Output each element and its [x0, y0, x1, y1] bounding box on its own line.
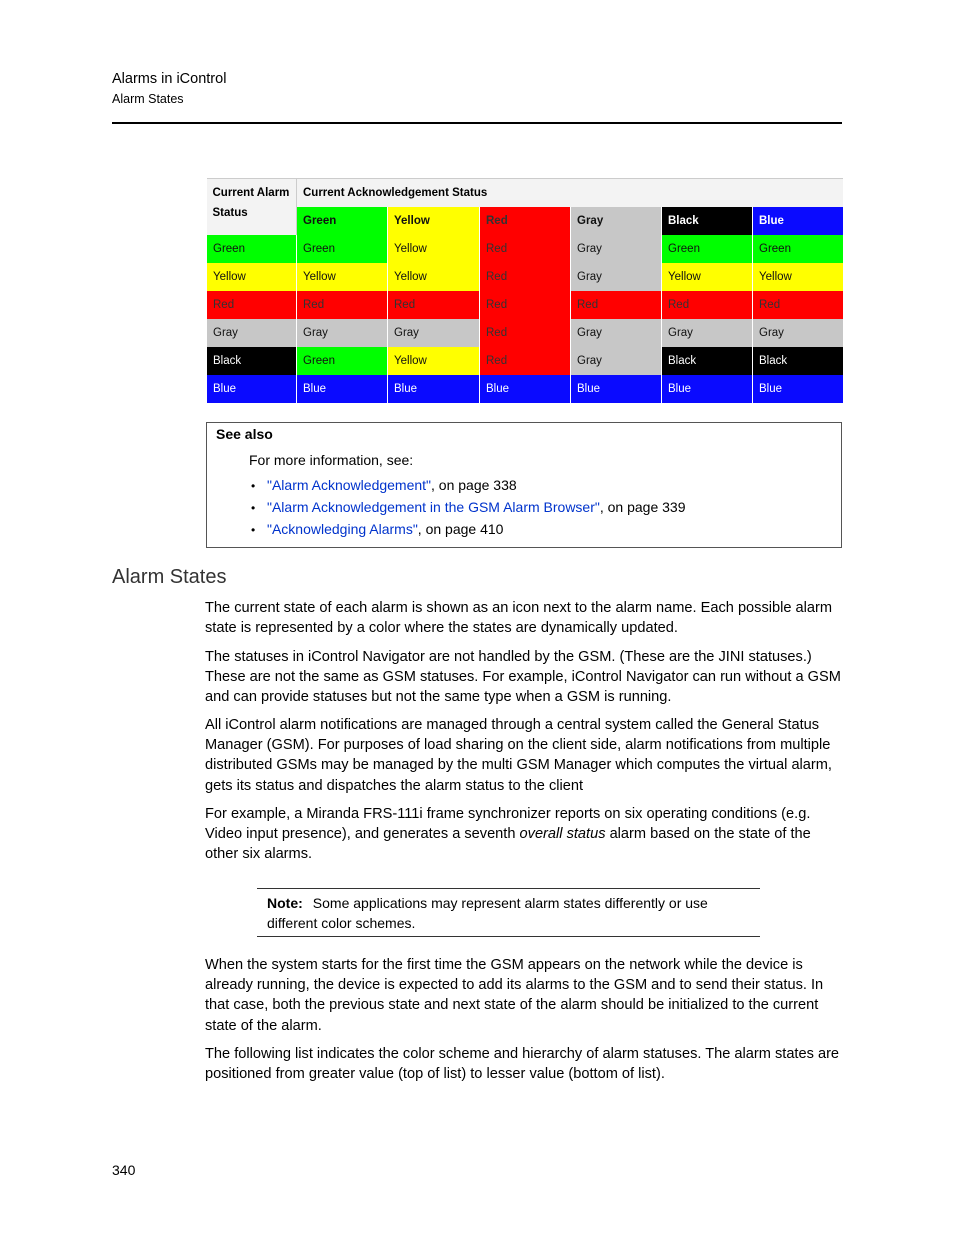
header-rule: [112, 122, 842, 124]
ack-status-header: Current Acknowledgement Status: [297, 179, 843, 208]
row-header-cell: [207, 179, 297, 236]
table-cell: Yellow: [297, 263, 388, 291]
note-text: Some applications may represent alarm states differently or use different color schemes.: [267, 895, 708, 931]
column-header-gray: Gray: [571, 207, 662, 235]
table-cell: Black: [662, 347, 753, 375]
paragraph-1: The current state of each alarm is shown as an icon next to the alarm name. Each possible alarm state is represented by a color where the states are dynamically updated.: [205, 600, 833, 637]
table-cell: Gray: [207, 319, 297, 347]
table-cell: Blue: [571, 375, 662, 403]
table-cell: Green: [662, 235, 753, 263]
table-cell: Blue: [662, 375, 753, 403]
paragraph-4: [205, 804, 845, 865]
running-header-chapter: Alarms in iControl: [112, 71, 227, 87]
xref-acknowledging-alarms-link[interactable]: "Acknowledging Alarms": [267, 521, 418, 537]
table-cell: Yellow: [388, 347, 480, 375]
note-box: [257, 888, 760, 937]
paragraph-4-text: For example, a Miranda FRS-111i frame synchronizer reports on six operating conditions (e.g. Video input presence), and generates a seventh: [205, 806, 811, 843]
page-number: 340: [112, 1162, 136, 1178]
list-item: [251, 497, 685, 519]
table-cell: Red: [297, 291, 388, 319]
paragraph-4-text-end: alarm based on the state of the other six alarms.: [205, 826, 811, 863]
table-cell: Red: [480, 291, 571, 319]
paragraph-6: The following list indicates the color scheme and hierarchy of alarm statuses. The alarm states are positioned from greater value (top of list) to lesser value (bottom of list).: [205, 1046, 840, 1083]
note-label: Note:: [267, 895, 303, 911]
table-row: [207, 291, 843, 319]
table-cell: Black: [753, 347, 843, 375]
table-cell: Gray: [753, 319, 843, 347]
table-cell: Blue: [753, 375, 843, 403]
table-cell: Black: [207, 347, 297, 375]
table-cell: Green: [753, 235, 843, 263]
alarm-state-table: [206, 178, 843, 403]
xref-page-ref: , on page 339: [599, 499, 686, 515]
row-header-line-1: Current Alarm: [212, 187, 290, 199]
table-cell: Yellow: [388, 235, 480, 263]
see-also-title: See also: [216, 426, 273, 442]
table-cell: Blue: [480, 375, 571, 403]
table-row: [207, 263, 843, 291]
paragraph-5: When the system starts for the first time the GSM appears on the network while the device is already running, the device is expected to add its alarms to the GSM and to send their status. In that case, both the previous state and next state of the alarm should be initialized to the current state of the alarm.: [205, 957, 824, 1034]
table-cell: Yellow: [662, 263, 753, 291]
see-also-intro: For more information, see:: [249, 452, 414, 468]
table-cell: Red: [388, 291, 480, 319]
table-cell: Blue: [388, 375, 480, 403]
xref-page-ref: , on page 338: [431, 477, 517, 493]
table-row: [207, 319, 843, 347]
table-cell: Gray: [388, 319, 480, 347]
list-item: [251, 519, 685, 541]
table-row: [207, 347, 843, 375]
table-cell: Blue: [297, 375, 388, 403]
section-heading: Alarm States: [112, 566, 227, 588]
column-header-green: Green: [297, 207, 388, 235]
bullet-icon: •: [251, 479, 256, 493]
table-cell: Red: [480, 263, 571, 291]
running-header-section: Alarm States: [112, 92, 184, 106]
table-cell: Yellow: [388, 263, 480, 291]
xref-alarm-acknowledgement-link[interactable]: "Alarm Acknowledgement": [267, 477, 432, 493]
see-also-box: [206, 422, 842, 548]
table-cell: Red: [480, 347, 571, 375]
table-cell: Red: [753, 291, 843, 319]
xref-page-ref: , on page 410: [417, 521, 504, 537]
paragraph-2: The statuses in iControl Navigator are not handled by the GSM. (These are the JINI statuses.) These are not the same as GSM statuses. For example, iControl Navigator can run without a GSM and can provide statuses but not the same type when a GSM is running.: [205, 649, 841, 706]
table-cell: Red: [480, 235, 571, 263]
table-cell: Red: [207, 291, 297, 319]
table-cell: Gray: [297, 319, 388, 347]
paragraph-3: All iControl alarm notifications are managed through a central system called the General Status Manager (GSM). For purposes of load sharing on the client side, alarm notifications from multiple distributed GSMs may be managed by the multi GSM Manager which computes the virtual alarm, gets its status and dispatches the alarm status to the client: [205, 717, 832, 794]
table-cell: Green: [297, 347, 388, 375]
table-cell: Red: [571, 291, 662, 319]
table-cell: Red: [480, 319, 571, 347]
table-cell: Gray: [571, 347, 662, 375]
table-cell: Gray: [571, 263, 662, 291]
table-cell: Gray: [571, 319, 662, 347]
paragraph-4-emphasis: overall status: [519, 826, 606, 843]
table-cell: Yellow: [753, 263, 843, 291]
bullet-icon: •: [251, 523, 256, 537]
table-cell: Gray: [571, 235, 662, 263]
bullet-icon: •: [251, 501, 256, 515]
column-header-yellow: Yellow: [388, 207, 480, 235]
table-cell: Gray: [662, 319, 753, 347]
table-cell: Yellow: [207, 263, 297, 291]
table-row: [207, 235, 843, 263]
table-row: [207, 375, 843, 403]
row-header-line-2: Status: [212, 207, 248, 219]
table-cell: Blue: [207, 375, 297, 403]
xref-gsm-alarm-browser-link[interactable]: "Alarm Acknowledgement in the GSM Alarm Browser": [267, 499, 600, 515]
see-also-list: [251, 475, 685, 541]
column-header-blue: Blue: [753, 207, 843, 235]
table-cell: Green: [207, 235, 297, 263]
column-header-red: Red: [480, 207, 571, 235]
list-item: [251, 475, 685, 497]
table-cell: Red: [662, 291, 753, 319]
table-cell: Green: [297, 235, 388, 263]
column-header-black: Black: [662, 207, 753, 235]
